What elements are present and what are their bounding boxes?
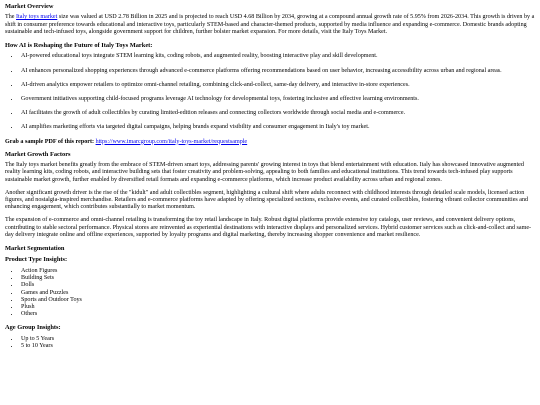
product-type-list — [5, 268, 535, 318]
list-item: • Plush — [20, 304, 535, 311]
list-item: • Others — [20, 311, 535, 318]
list-item: • Government initiatives supporting child-focused programs leverage AI technology for developmental toys, fostering inclusive and effective learning environments. — [20, 96, 535, 103]
list-item: • AI-powered educational toys integrate STEM learning kits, coding robots, and augmented reality, boosting interactive play and skill development. — [20, 53, 535, 60]
product-type-heading: Product Type Insights: — [5, 256, 68, 264]
list-item: • 5 to 10 Years — [20, 343, 535, 350]
list-item: • Action Figures — [20, 268, 535, 275]
list-item: • Dolls — [20, 282, 535, 289]
ai-heading: How AI is Reshaping the Future of Italy Toys Market: — [5, 42, 153, 50]
list-item: • AI amplifies marketing efforts via targeted digital campaigns, helping brands expand visibility and consumer engagement in Italy's toy market. — [20, 124, 535, 131]
list-item: • AI facilitates the growth of adult collectibles by curating limited-edition releases and connecting collectors worldwide through social media and e-commerce. — [20, 110, 535, 117]
segmentation-heading: Market Segmentation — [5, 245, 65, 253]
ai-list — [5, 53, 535, 131]
growth-heading: Market Growth Factors — [5, 150, 71, 158]
list-item: • Building Sets — [20, 275, 535, 282]
age-group-list — [5, 336, 535, 350]
growth-paragraph: The expansion of e-commerce and omni-channel retailing is transforming the toy retail landscape in Italy. Robust digital platforms provide extensive toy catalogs, user reviews, and convenient delivery options, contributing to stable sectoral performance. Physical stores are reinvented as experiential destinations with interactive displays and personalized services. Hybrid customer services such as click-and-collect and same-day delivery integrate online and offline experiences, supported by loyalty programs and digital marketing, thereby increasing shopper convenience and market resilience. — [5, 217, 532, 238]
sample-label: Grab a sample PDF of this report: — [5, 138, 95, 145]
list-item: • Sports and Outdoor Toys — [20, 297, 535, 304]
overview-paragraph — [5, 14, 535, 36]
sample-pdf-link[interactable]: https://www.imarcgroup.com/italy-toys-market/requestsample — [95, 138, 248, 145]
sample-line — [5, 139, 535, 146]
list-item: • Games and Puzzles — [20, 290, 535, 297]
overview-text: size was valued at USD 2.78 Billion in 2025 and is projected to reach USD 4.68 Billion by 2034, growing at a compound annual growth rate of 5.95% from 2026-2034. This growth is driven by a shift in consumer preference towards educational and interactive toys, particularly STEM-based and character-themed products, supported by media influence and expanding e-commerce. Domestic brands adopting sustainable and tech-infused toys, alongside government support for children, further bolster market expansion. For more details, visit the Italy Toys Market. — [5, 14, 535, 35]
growth-paragraph: The Italy toys market benefits greatly from the embrace of STEM-driven smart toys, addressing parents' growing interest in toys that blend entertainment with education. Italy has showcased innovative augmented reality learning kits, coding robots, and interactive building sets that foster creativity and problem-solving, appealing to both families and educational institutions. This trend towards tech-infused play supports sustainable market growth, further enabled by diversified retail formats and expanding e-commerce platforms, which increase product availability across urban and regional zones. — [5, 162, 524, 183]
list-item: • AI enhances personalized shopping experiences through advanced e-commerce platforms offering recommendations based on user behavior, increasing accessibility across urban and regional areas. — [20, 68, 535, 75]
italy-toys-market-link[interactable]: Italy toys market — [16, 14, 58, 21]
growth-paragraph: Another significant growth driver is the rise of the "kidult" and adult collectibles segment, highlighting a cultural shift where adults reconnect with childhood interests through detailed scale models, licensed action figures, and nostalgia-inspired merchandise. Retailers and e-commerce platforms have adapted by offering specialized sections, exclusive events, and curated collectibles, fostering vibrant collector communities and enhancing engagement, which contributes substantially to market momentum. — [5, 189, 529, 211]
age-group-heading: Age Group Insights: — [5, 324, 61, 332]
list-item: • Up to 5 Years — [20, 336, 535, 343]
overview-prefix: The — [5, 14, 16, 21]
list-item: • AI-driven analytics empower retailers to optimize omni-channel retailing, combining click-and-collect, same-day delivery, and interactive in-store experiences. — [20, 82, 535, 89]
overview-heading: Market Overview — [5, 3, 54, 10]
